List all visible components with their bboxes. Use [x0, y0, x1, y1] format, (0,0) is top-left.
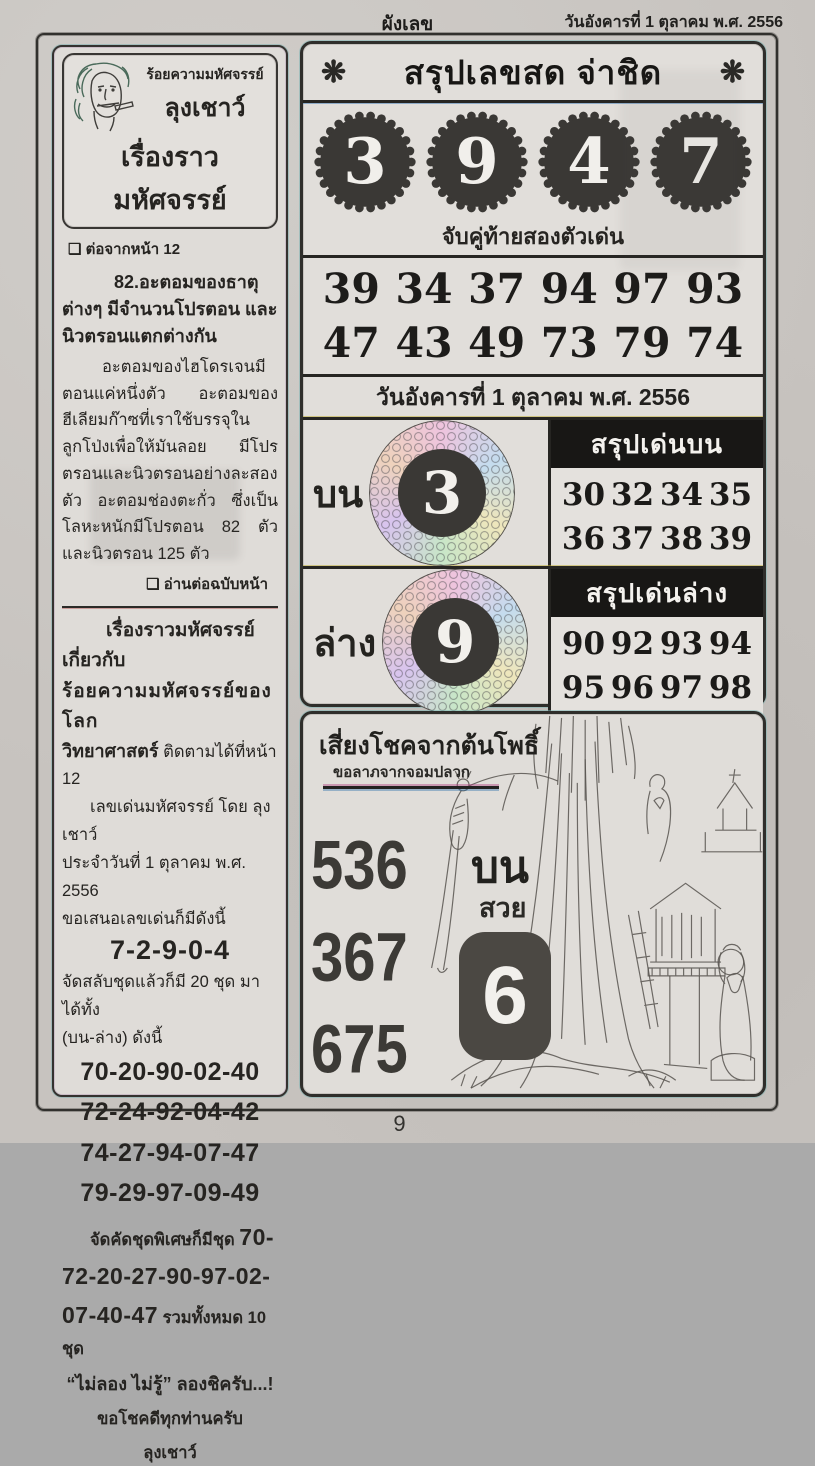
tips-intro-3: ขอเสนอเลขเด่นก็มีดังนี้ — [62, 909, 226, 928]
bottom-summary-title: สรุปเด่นล่าง — [551, 569, 763, 617]
brand-author: ลุงเชาว์ — [164, 94, 246, 122]
section-divider — [62, 606, 278, 608]
number-set: 74-27-94-07-47 — [80, 1138, 260, 1167]
top-digit: 3 — [398, 449, 486, 537]
svg-text:9: 9 — [455, 123, 499, 198]
starburst-icon: ❋ — [719, 55, 745, 89]
einstein-portrait-icon — [70, 59, 136, 133]
fortune-number: 675 — [311, 1011, 408, 1088]
goodluck-line: ขอโชคดีทุกท่านครับ — [97, 1410, 243, 1429]
fortune-big-digit-badge: 6 — [459, 932, 551, 1060]
bottom-label: ล่าง — [313, 622, 377, 665]
promo-line-3: วิทยาศาสตร์ ติดตามได้ที่หน้า 12 — [62, 741, 277, 789]
shuffle-note-1: จัดสลับชุดแล้วก็มี 20 ชุด มาได้ทั้ง — [62, 972, 260, 1019]
number-set: 72-24-92-04-42 — [80, 1098, 260, 1127]
panel-date-line: วันอังคารที่ 1 ตุลาคม พ.ศ. 2556 — [375, 384, 691, 410]
fortune-number: 536 — [311, 827, 408, 904]
continued-from-note: ❑ ต่อจากหน้า 12 — [68, 241, 181, 258]
slogan-line: “ไม่ลอง ไม่รู้” ลองชิครับ...! — [66, 1374, 274, 1395]
bottom-summary-row-1: 90 92 93 94 — [561, 625, 753, 662]
svg-text:7: 7 — [679, 123, 723, 198]
page-number: 9 — [393, 1111, 406, 1136]
pairs-row-1: 39 34 37 94 97 93 — [322, 264, 744, 313]
pairs-title: จับคู่ท้ายสองตัวเด่น — [303, 221, 763, 258]
bottom-summary-row-2: 95 96 97 98 — [561, 670, 753, 707]
masthead-title: ผังเลข — [381, 14, 434, 35]
bottom-digit: 9 — [411, 598, 499, 686]
fortune-position-label: บน — [471, 843, 530, 892]
fortune-underline — [323, 786, 499, 789]
pairs-block — [303, 258, 763, 377]
promo-line-1: เรื่องราวมหัศจรรย์เกี่ยวกับ — [62, 619, 255, 672]
brand-tagline: ร้อยความมหัศจรรย์ — [146, 66, 264, 82]
summary-title: สรุปเลขสด จ่าชิด — [403, 53, 663, 91]
left-column — [52, 45, 288, 1463]
fortune-panel — [300, 711, 766, 1097]
print-bleedthrough — [620, 70, 740, 270]
svg-text:3: 3 — [343, 123, 387, 198]
bottom-summary-box — [548, 569, 763, 715]
top-summary-row-2: 36 37 38 39 — [561, 521, 753, 558]
promo-line-2: ร้อยความมหัศจรรย์ของโลก — [62, 680, 272, 732]
article-heading: 82.อะตอมของธาตุต่างๆ มีจำนวนโปรตอน และนิวตรอนแตกต่างกัน — [62, 272, 278, 346]
checkbox-icon: ❑ — [146, 575, 160, 593]
fortune-subtitle: ขอลาภจากจอมปลวก — [333, 764, 470, 781]
tips-intro-2: ประจำวันที่ 1 ตุลาคม พ.ศ. 2556 — [62, 853, 247, 900]
columnist-brand-box — [62, 53, 278, 229]
bottom-digit-panel — [303, 566, 763, 715]
top-digit-panel — [303, 417, 763, 566]
fortune-number: 367 — [311, 919, 408, 996]
masthead-date: วันอังคารที่ 1 ตุลาคม พ.ศ. 2556 — [564, 14, 783, 31]
checkbox-icon: ❑ — [68, 241, 82, 258]
read-more-note: ❑ อ่านต่อฉบับหน้า — [146, 575, 268, 593]
brand-series-title: เรื่องราวมหัศจรรย์ — [113, 142, 227, 215]
fortune-title: เสี่ยงโชคจากต้นโพธิ์ — [319, 732, 540, 760]
top-summary-row-1: 30 32 34 35 — [561, 476, 753, 513]
fortune-position-sub: สวย — [479, 893, 527, 923]
svg-text:4: 4 — [567, 123, 611, 198]
number-set: 70-20-90-02-40 — [80, 1057, 260, 1086]
pairs-row-2: 47 43 49 73 79 74 — [322, 319, 744, 368]
stamp-number-9 — [425, 110, 529, 214]
lucky-main-digits: 7-2-9-0-4 — [109, 934, 231, 965]
tips-intro-1: เลขเด่นมหัศจรรย์ โดย ลุงเชาว์ — [62, 797, 271, 844]
stamp-number-3 — [313, 110, 417, 214]
number-set: 79-29-97-09-49 — [80, 1179, 260, 1208]
shuffle-note-2: (บน-ล่าง) ดังนี้ — [62, 1028, 163, 1047]
guilloche-ring — [369, 420, 515, 566]
guilloche-ring — [382, 569, 528, 715]
signature: ลุงเชาว์ — [143, 1444, 197, 1463]
special-set-numbers: 70-72-20-27-90-97-02-07-40-47 — [62, 1223, 275, 1329]
starburst-icon: ❋ — [321, 55, 347, 89]
top-summary-title: สรุปเด่นบน — [551, 420, 763, 468]
top-summary-box — [548, 420, 763, 566]
special-sets-paragraph: จัดคัดชุดพิเศษก็มีชุด 70-72-20-27-90-97-02-07-40-47 รวมทั้งหมด 10 ชุด — [62, 1223, 275, 1359]
article-body: อะตอมของไฮโดรเจนมีตอนแค่หนึ่งตัว อะตอมของฮีเลียมก๊าซที่เราใช้บรรจุในลูกโป่งเพื่อให้มันลอย มีโปรตรอนและนิวตรอนอย่างละสองตัว อะตอมช่องตะกั่ว ซึ่งเป็นโลหะหนักมีโปรตอน 82 ตัวและนิวตรอน 125 ตัว — [62, 358, 278, 564]
top-label: บน — [313, 473, 364, 516]
print-bleedthrough — [90, 470, 240, 560]
